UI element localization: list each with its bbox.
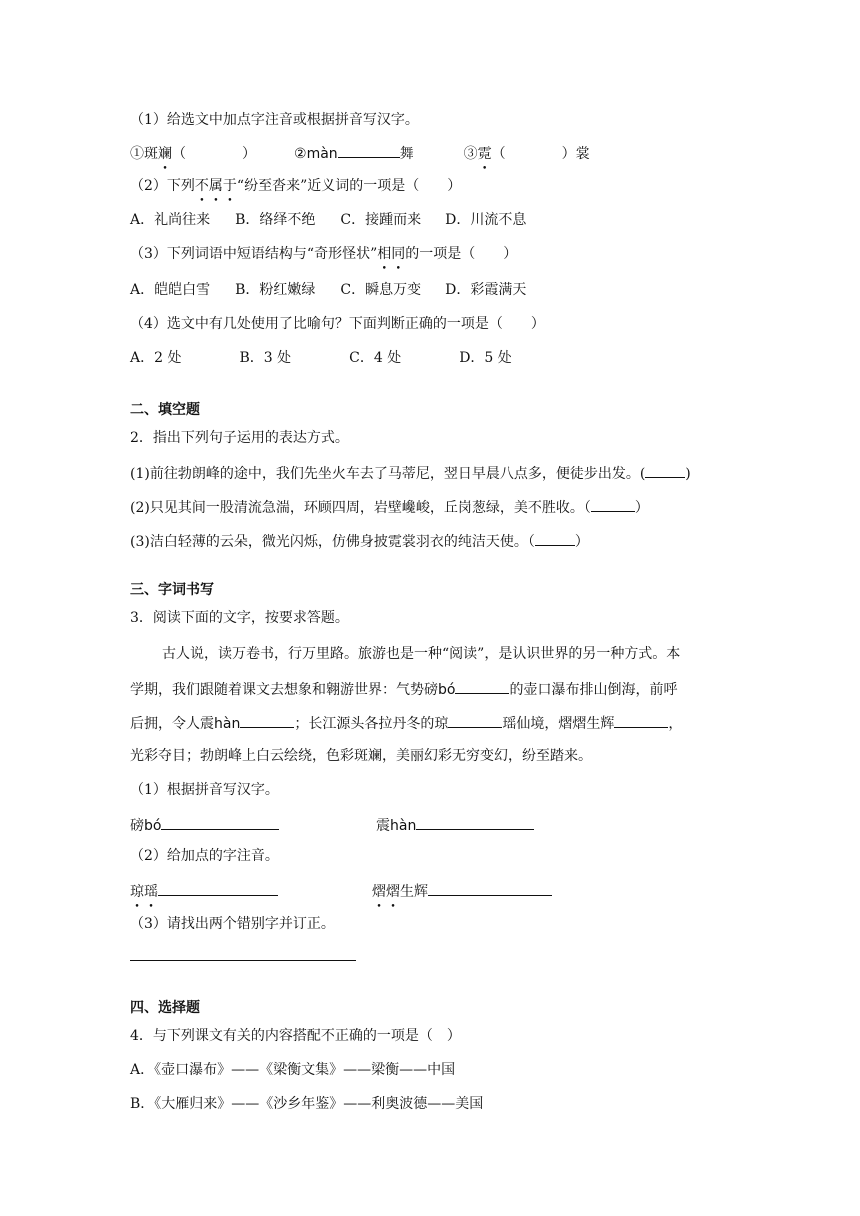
passage-line-4: 光彩夺目；勃朗峰上白云绘绕，色彩斑斓，美丽幻彩无穷变幻，纷至踏来。 [130,748,592,764]
dotted-char: 琼 [130,884,144,900]
section-heading: 二、填空题 [130,402,200,418]
answer-blank[interactable] [614,712,668,728]
dotted-char: 熠 [372,884,386,900]
dotted-char: 于 [222,178,237,194]
answer-line[interactable] [130,960,356,961]
fill-line-1: (1)前往勃朗峰的途中，我们先坐火车去了马蒂尼，翌日早晨八点多，便徒步出发。( ) [130,462,691,484]
option-c[interactable]: C．瞬息万变 [340,282,422,298]
option-c[interactable]: C．接踵而来 [340,212,422,228]
q1-sub1-title: （1）给选文中加点字注音或根据拼音写汉字。 [130,112,419,128]
answer-blank[interactable] [535,530,575,546]
dotted-char: 熠 [386,884,400,900]
sub-question-3: （3）请找出两个错别字并订正。 [130,916,335,932]
sub-question-1: （1）根据拼音写汉字。 [130,782,279,798]
section-heading: 三、字词书写 [130,582,214,598]
option-b[interactable]: B．3 处 [239,350,292,366]
answer-blank[interactable] [416,814,534,830]
q1-sub3-title: （3）下列词语中短语结构与“奇形怪状”相同的一项是（ ） [130,246,518,262]
question-title: 2．指出下列句子运用的表达方式。 [130,430,349,446]
answer-blank[interactable] [428,880,552,896]
dotted-char: 属 [208,178,223,194]
answer-blank[interactable] [645,462,685,478]
q1-sub2-options [130,210,526,230]
answer-blank[interactable] [448,712,502,728]
option-a[interactable]: A．皑皑白雪 [130,282,211,298]
fill-line-2: (2)只见其间一股清流急湍，环顾四周，岩壁巉峻，丘岗葱绿，美不胜收。（ ） [130,496,649,518]
dotted-char: 不 [194,178,209,194]
sub1-answers-2: 震hàn [376,814,534,836]
option-d[interactable]: D．川流不息 [445,212,527,228]
dotted-char: 同 [391,246,406,262]
option-c[interactable]: C．4 处 [349,350,402,366]
answer-blank[interactable] [158,880,278,896]
passage-line-2: 学期，我们跟随着课文去想象和翱游世界：气势磅bó 的壶口瀑布排山倒海，前呼 [130,678,677,700]
fill-line-3: (3)洁白轻薄的云朵，微光闪烁，仿佛身披霓裳羽衣的纯洁天使。（ ） [130,530,589,552]
option-a[interactable]: A．2 处 [130,350,182,366]
dotted-char: 瑶 [144,884,158,900]
q1-sub1-answers: ①斑斓（ ） ②màn 舞 ③霓（ ）裳 [130,142,590,164]
dotted-char: 霓 [477,146,492,162]
dotted-char: 斓 [158,146,172,162]
sub2-answers-2: 熠熠生辉 [372,880,552,902]
question-title: 4．与下列课文有关的内容搭配不正确的一项是（ ） [130,1028,461,1044]
passage-line-1: 古人说，读万卷书，行万里路。旅游也是一种“阅读”，是认识世界的另一种方式。本 [162,646,681,662]
answer-blank[interactable] [161,814,279,830]
answer-blank[interactable] [338,142,400,158]
q1-sub4-options [130,348,512,368]
dotted-char: 相 [377,246,392,262]
option-a[interactable]: A．《壶口瀑布》——《梁衡文集》——梁衡——中国 [130,1062,456,1078]
q1-sub3-options [130,280,526,300]
answer-blank[interactable] [455,678,509,694]
option-d[interactable]: D．5 处 [459,350,512,366]
sub-question-2: （2）给加点的字注音。 [130,848,279,864]
option-b[interactable]: B．络绎不绝 [235,212,316,228]
sub1-answers: 磅bó [130,814,279,836]
option-b[interactable]: B．粉红嫩绿 [235,282,316,298]
q1-sub2-title: （2）下列不属于“纷至沓来”近义词的一项是（ ） [130,178,462,194]
option-d[interactable]: D．彩霞满天 [445,282,527,298]
option-b[interactable]: B．《大雁归来》——《沙乡年鉴》——利奥波德——美国 [130,1096,484,1112]
sub2-answers [130,880,278,902]
question-title: 3．阅读下面的文字，按要求答题。 [130,610,349,626]
section-heading: 四、选择题 [130,1000,200,1016]
q1-sub4-title: （4）选文中有几处使用了比喻句？下面判断正确的一项是（ ） [130,316,545,332]
passage-line-3: 后拥，令人震hàn ；长江源头各拉丹冬的琼 瑶仙境，熠熠生辉 ， [130,712,682,734]
answer-blank[interactable] [240,712,294,728]
option-a[interactable]: A．礼尚往来 [130,212,211,228]
answer-blank[interactable] [591,496,635,512]
